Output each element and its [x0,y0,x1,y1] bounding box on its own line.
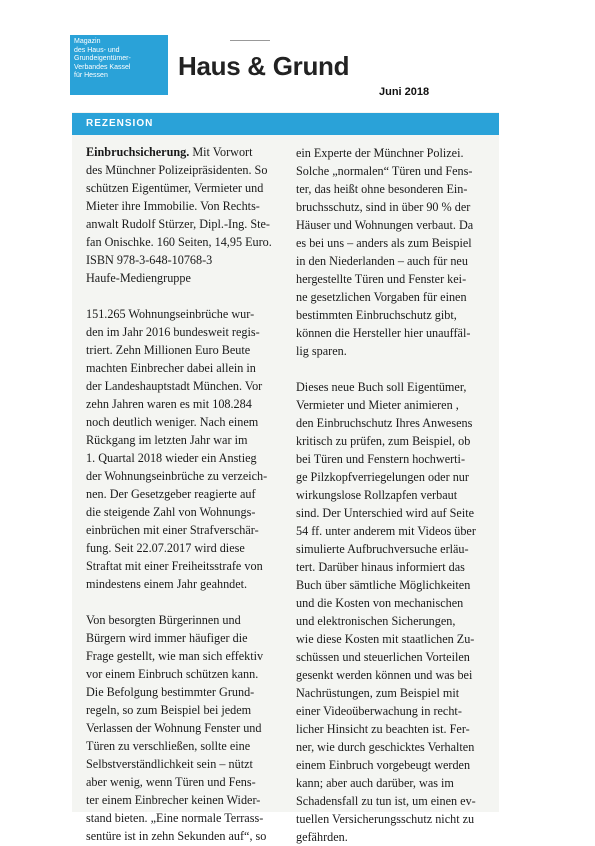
body-line: fung. Seit 22.07.2017 wird diese [86,541,245,555]
magazine-label-line: Magazin [74,38,101,45]
body-line: Verlassen der Wohnung Fenster und [86,721,262,735]
article-right-column [296,144,496,846]
body-line: machten Einbrecher dabei allein in [86,361,256,375]
magazine-label-box [70,35,168,95]
body-line: es bei uns – anders als zum Beispiel [296,236,472,250]
body-line: den Einbruchschutz Ihres Anwesens [296,416,473,430]
body-line: ein Experte der Münchner Polizei. [296,146,464,160]
body-line: können die Hersteller hier unauffäl- [296,326,471,340]
magazine-label-line: für Hessen [74,72,108,80]
body-line: regeln, so zum Beispiel bei jedem [86,703,252,717]
intro-line: Haufe-Mediengruppe [86,271,191,285]
body-line: einer Videoüberwachung in recht- [296,704,462,718]
body-line: einem Einbruch vorgebeugt werden [296,758,471,772]
magazine-label-line: Verbandes Kassel [74,63,131,71]
body-line: tuellen Versicherungsschutz nicht zu [296,812,475,826]
body-line: Schadensfall zu tun ist, um einen ev- [296,794,476,808]
body-line: und die Kosten von mechanischen [296,596,464,610]
book-title: Einbruchsicherung. [86,145,190,159]
magazine-label-line: des Haus- und [74,46,120,54]
body-line: noch deutlich weniger. Nach einem [86,415,259,429]
body-line: Nachrüstungen, zum Beispiel mit [296,686,460,700]
body-line: der Wohnungseinbrüche zu verzeich- [86,469,268,483]
body-line: sentüre ist in zehn Sekunden auf“, so [86,829,267,843]
body-line: triert. Zehn Millionen Euro Beute [86,343,251,357]
body-line: Vermieter und Mieter animieren , [296,398,459,412]
body-line: vor einem Einbruch schützen kann. [86,667,259,681]
body-line: gesenkt werden können und was bei [296,668,473,682]
body-line: Buch über sämtliche Möglichkeiten [296,578,471,592]
body-line: Von besorgten Bürgerinnen und [86,613,241,627]
body-line: Solche „normalen“ Türen und Fens- [296,164,473,178]
intro-line: des Münchner Polizeipräsidenten. So [86,163,268,177]
intro-line: fan Onischke. 160 Seiten, 14,95 Euro. [86,235,272,249]
body-line: 54 ff. unter anderem mit Videos über [296,524,476,538]
body-line: schüssen und steuerlichen Vorteilen [296,650,470,664]
body-line: den im Jahr 2016 bundesweit regis- [86,325,260,339]
body-line: zehn Jahren waren es mit 108.284 [86,397,252,411]
body-line: Frage gestellt, wie man sich effektiv [86,649,264,663]
intro-text: Mit Vorwort [189,145,253,159]
body-line: Straftat mit einer Freiheitsstrafe von [86,559,263,573]
body-line: Bürgern wird immer häufiger die [86,631,248,645]
body-line: der Landeshauptstadt München. Vor [86,379,263,393]
body-line: wie diese Kosten mit staatlichen Zu- [296,632,475,646]
body-line: stand bieten. „Eine normale Terrass- [86,811,264,825]
body-line: wirkungslose Rollzapfen verbaut [296,488,458,502]
intro-line: schützen Eigentümer, Vermieter und [86,181,264,195]
intro-line: Mieter ihre Immobilie. Von Rechts- [86,199,260,213]
body-line: bruchsschutz, sind in über 90 % der [296,200,471,214]
body-line: kann; aber auch darüber, was im [296,776,454,790]
haus-und-grund-logo: Haus & Grund [178,51,350,81]
body-line: lig sparen. [296,344,347,358]
paragraph-gap [86,593,286,611]
body-line: Häuser und Wohnungen verbaut. Da [296,218,474,232]
body-line: licher Hinsicht zu beachten ist. Fer- [296,722,470,736]
section-banner: REZENSION [72,113,499,135]
body-line: ter, das heißt ohne besonderen Ein- [296,182,468,196]
body-line: tert. Darüber hinaus informiert das [296,560,465,574]
intro-line [86,143,286,161]
paragraph-gap [296,360,496,378]
body-line: 151.265 Wohnungseinbrüche wur- [86,307,255,321]
magazine-label-line: Grundeigentümer- [74,55,131,63]
body-line: kritisch zu prüfen, zum Beispiel, ob [296,434,471,448]
body-line: nen. Der Gesetzgeber reagierte auf [86,487,256,501]
body-line: Dieses neue Buch soll Eigentümer, [296,380,467,394]
intro-line: anwalt Rudolf Stürzer, Dipl.-Ing. Ste- [86,217,270,231]
body-line: sind. Der Unterschied wird auf Seite [296,506,475,520]
body-line: bestimmten Einbruchschutz gibt, [296,308,457,322]
body-line: Rückgang im letzten Jahr war im [86,433,248,447]
body-line: ner, wie durch geschicktes Verhalten [296,740,475,754]
issue-date: Juni 2018 [379,86,430,98]
body-line: gefährden. [296,830,348,844]
body-line: 1. Quartal 2018 wieder ein Anstieg [86,451,257,465]
body-line: hergestellte Türen und Fenster kei- [296,272,467,286]
intro-line: ISBN 978-3-648-10768-3 [86,253,213,267]
body-line: die steigende Zahl von Wohnungs- [86,505,256,519]
body-line: aber wenig, wenn Türen und Fens- [86,775,256,789]
body-line: in den Niederlanden – auch für neu [296,254,468,268]
body-line: bei Türen und Fenstern hochwerti- [296,452,466,466]
body-line: mindestens einem Jahr geahndet. [86,577,248,591]
body-line: und elektronischen Sicherungen, [296,614,456,628]
body-line: Selbstverständlichkeit sein – nützt [86,757,253,771]
body-line: Die Befolgung bestimmter Grund- [86,685,255,699]
body-line: einbrüchen mit einer Strafverschär- [86,523,259,537]
body-line: Türen zu verschließen, sollte eine [86,739,251,753]
body-line: ne gesetzlichen Vorgaben für einen [296,290,467,304]
article-left-column [86,143,286,845]
body-line: ter einem Einbrecher keinen Wider- [86,793,261,807]
body-line: ge Pilzkopfverriegelungen oder nur [296,470,469,484]
paragraph-gap [86,287,286,305]
header-divider [230,40,270,41]
body-line: simulierte Aufbruchversuche erläu- [296,542,469,556]
